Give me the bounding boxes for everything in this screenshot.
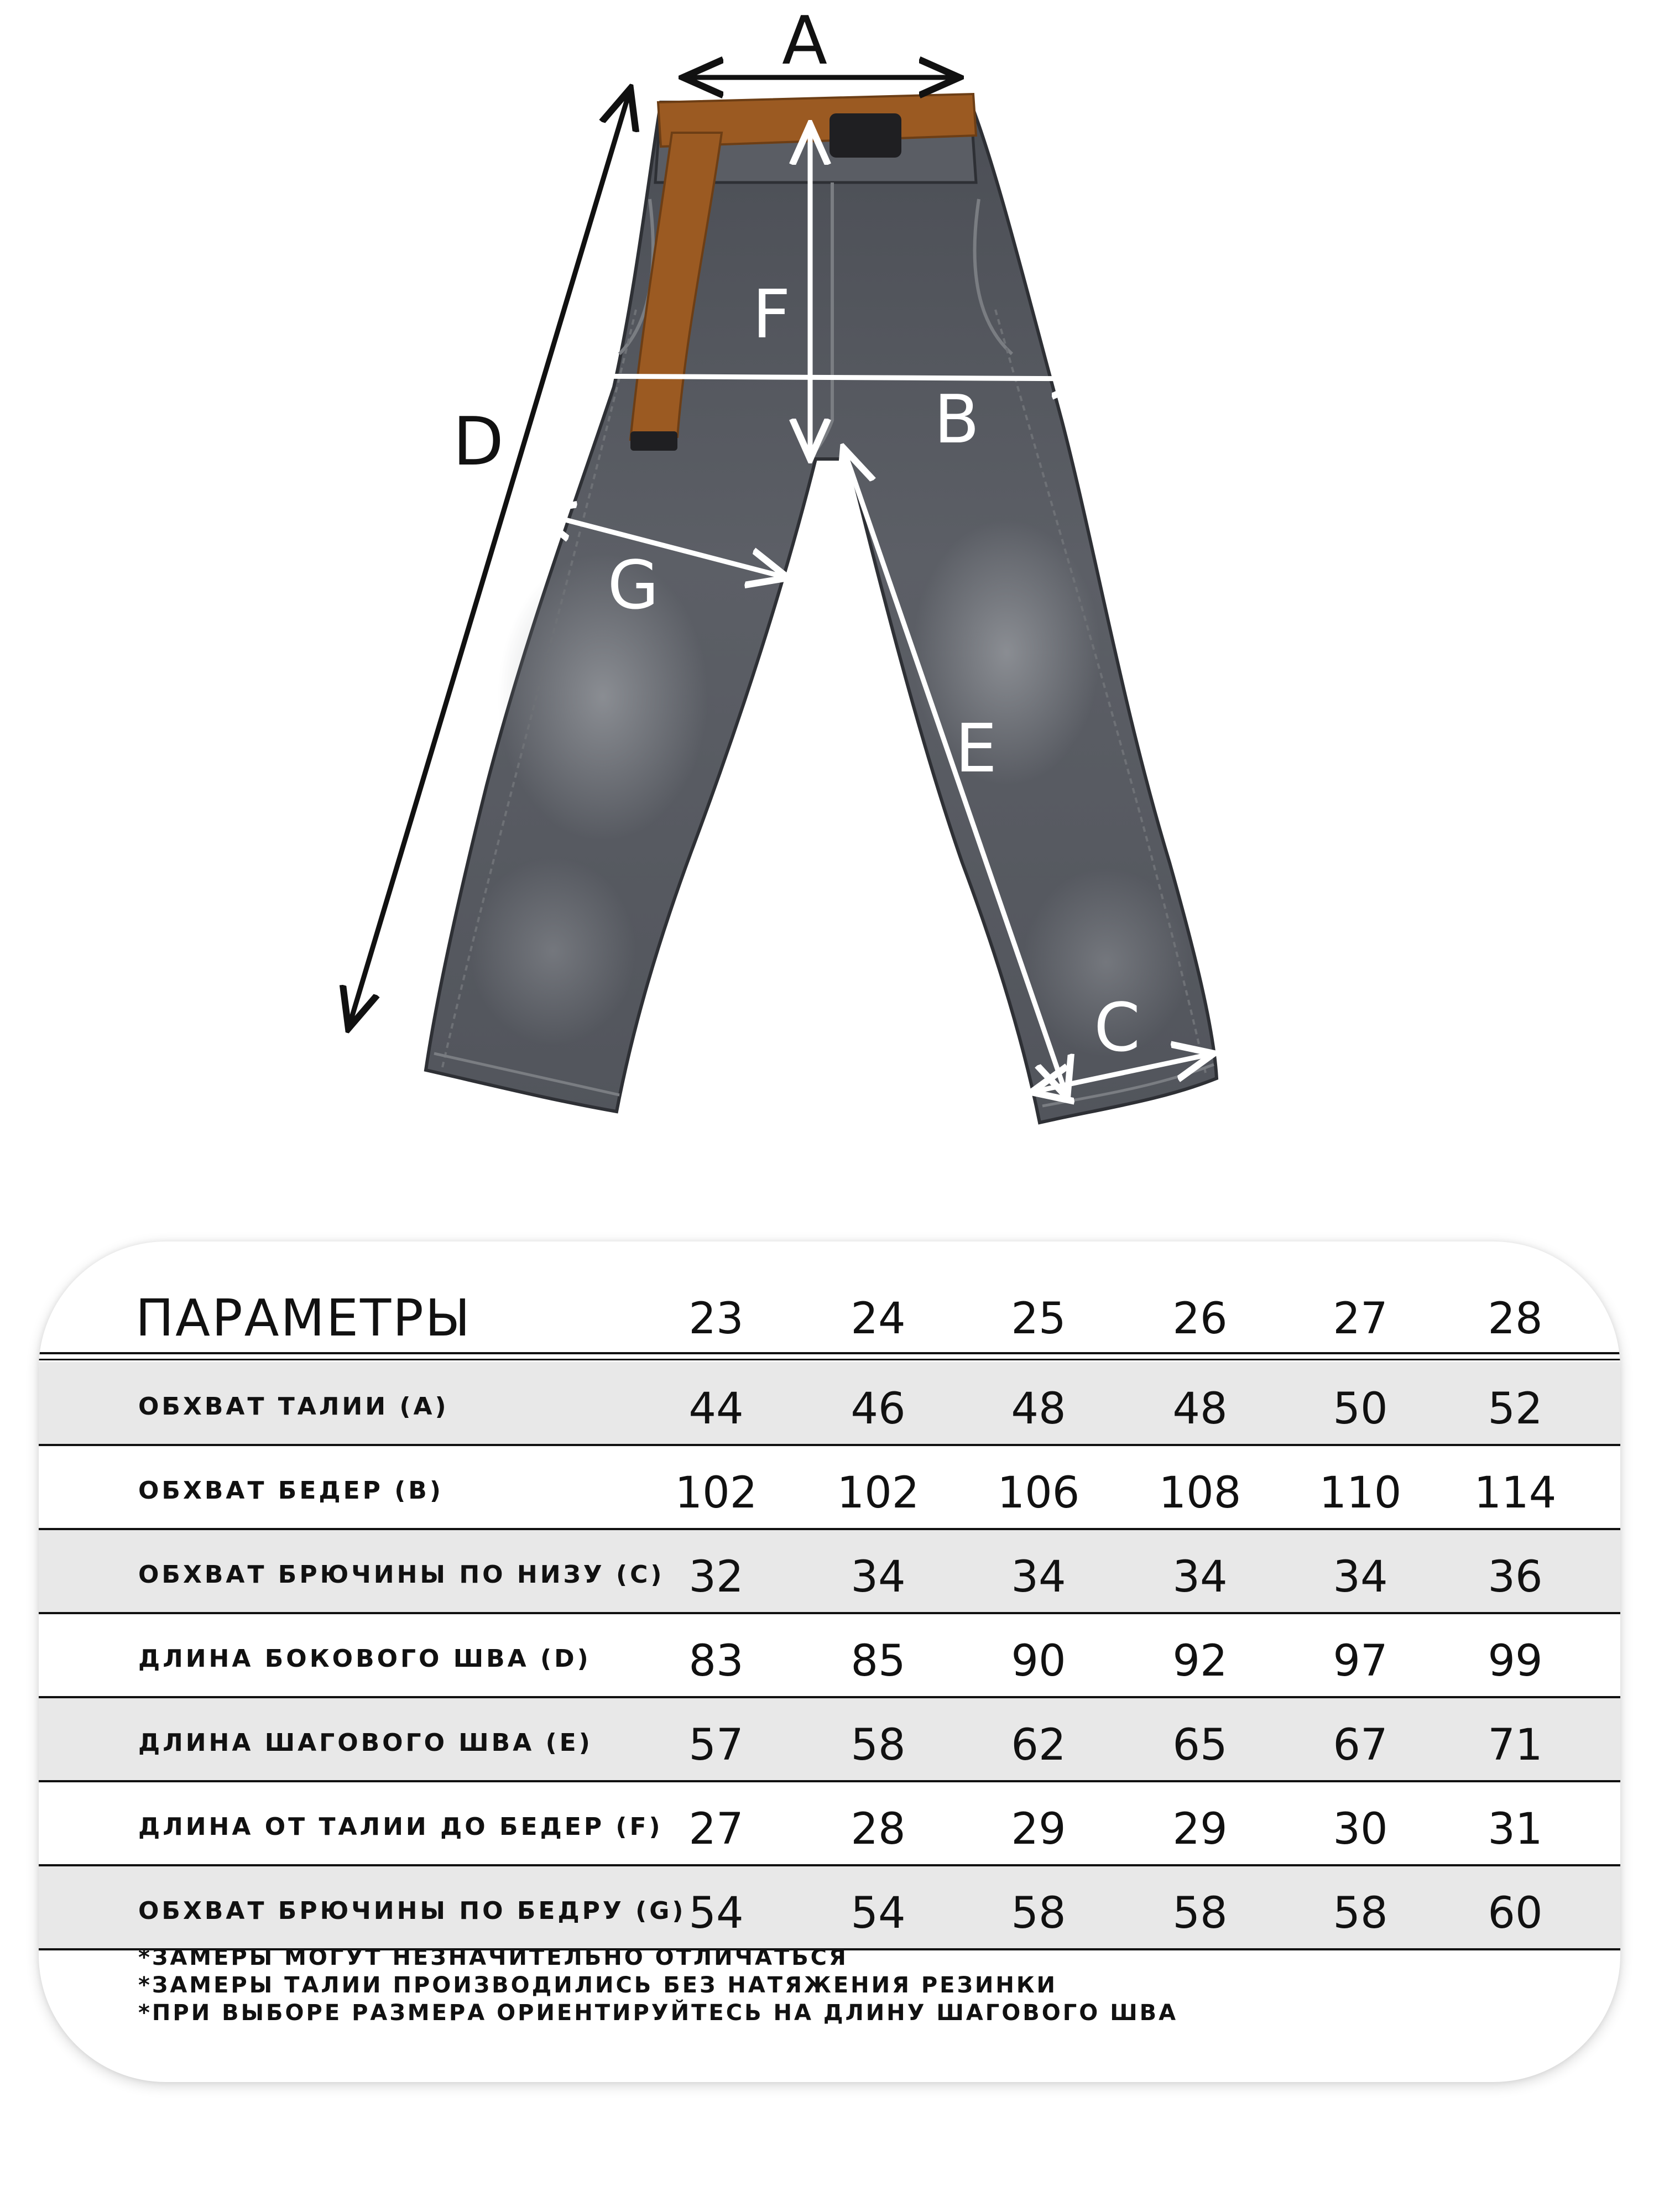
- size-table-card: [39, 1241, 1620, 2082]
- row-label: ОБХВАТ БРЮЧИНЫ ПО НИЗУ (C): [138, 1561, 665, 1589]
- row-label: ДЛИНА ОТ ТАЛИИ ДО БЕДЕР (F): [138, 1813, 663, 1841]
- table-cell: 58: [851, 1720, 906, 1770]
- table-row: [39, 1866, 1620, 1948]
- table-cell: 27: [688, 1804, 744, 1854]
- size-header: 27: [1333, 1294, 1388, 1344]
- label-g: G: [607, 547, 659, 624]
- table-cell: 34: [1011, 1552, 1066, 1602]
- notes: [138, 1944, 1178, 2027]
- table-row: [39, 1446, 1620, 1528]
- table-cell: 44: [688, 1384, 744, 1434]
- table-cell: 106: [997, 1468, 1080, 1518]
- row-label: ДЛИНА БОКОВОГО ШВА (D): [138, 1645, 591, 1673]
- table-cell: 29: [1172, 1804, 1228, 1854]
- table-cell: 32: [688, 1552, 744, 1602]
- table-cell: 50: [1333, 1384, 1388, 1434]
- table-cell: 102: [837, 1468, 920, 1518]
- table-cell: 34: [1172, 1552, 1228, 1602]
- table-cell: 92: [1172, 1636, 1228, 1686]
- row-label: ОБХВАТ ТАЛИИ (A): [138, 1392, 449, 1421]
- table-cell: 54: [851, 1888, 906, 1938]
- table-row: [39, 1362, 1620, 1444]
- table-cell: 97: [1333, 1636, 1388, 1686]
- jeans-image: [426, 94, 1217, 1123]
- table-cell: 30: [1333, 1804, 1388, 1854]
- table-cell: 34: [1333, 1552, 1388, 1602]
- table-cell: 85: [851, 1636, 906, 1686]
- table-cell: 34: [851, 1552, 906, 1602]
- note: *ПРИ ВЫБОРЕ РАЗМЕРА ОРИЕНТИРУЙТЕСЬ НА ДЛИНУ ШАГОВОГО ШВА: [138, 2000, 1178, 2026]
- table-cell: 110: [1319, 1468, 1402, 1518]
- table-row: [39, 1530, 1620, 1612]
- table-cell: 57: [688, 1720, 744, 1770]
- table-cell: 65: [1172, 1720, 1228, 1770]
- table-cell: 90: [1011, 1636, 1066, 1686]
- size-header: 25: [1011, 1294, 1066, 1344]
- size-header: 24: [851, 1294, 906, 1344]
- label-a: A: [781, 3, 828, 80]
- table-cell: 29: [1011, 1804, 1066, 1854]
- table-cell: 46: [851, 1384, 906, 1434]
- table-cell: 83: [688, 1636, 744, 1686]
- table-cell: 62: [1011, 1720, 1066, 1770]
- table-cell: 108: [1159, 1468, 1241, 1518]
- arrow-b: [570, 376, 1092, 379]
- table-cell: 31: [1488, 1804, 1543, 1854]
- size-header: 26: [1172, 1294, 1228, 1344]
- table-cell: 58: [1011, 1888, 1066, 1938]
- table-row: [39, 1698, 1620, 1780]
- table-cell: 58: [1172, 1888, 1228, 1938]
- row-label: ОБХВАТ БЕДЕР (B): [138, 1477, 444, 1505]
- table-row: [39, 1614, 1620, 1696]
- table-cell: 71: [1488, 1720, 1543, 1770]
- label-d: D: [452, 404, 504, 481]
- table-title: ПАРАМЕТРЫ: [135, 1288, 472, 1348]
- label-f: F: [752, 276, 791, 353]
- table-cell: 36: [1488, 1552, 1543, 1602]
- table-cell: 52: [1488, 1384, 1543, 1434]
- note: *ЗАМЕРЫ МОГУТ НЕЗНАЧИТЕЛЬНО ОТЛИЧАТЬСЯ: [138, 1945, 848, 1970]
- table-cell: 67: [1333, 1720, 1388, 1770]
- label-b: B: [933, 382, 980, 458]
- table-cell: 58: [1333, 1888, 1388, 1938]
- header-divider: [39, 1359, 1620, 1360]
- table-cell: 60: [1488, 1888, 1543, 1938]
- size-header: 23: [688, 1294, 744, 1344]
- table-cell: 48: [1011, 1384, 1066, 1434]
- header-divider: [39, 1352, 1620, 1354]
- table-cell: 99: [1488, 1636, 1543, 1686]
- row-label: ДЛИНА ШАГОВОГО ШВА (E): [138, 1729, 593, 1757]
- table-cell: 102: [675, 1468, 758, 1518]
- table-cell: 28: [851, 1804, 906, 1854]
- table-cell: 114: [1474, 1468, 1557, 1518]
- table-header: [39, 1241, 1620, 1352]
- label-e: E: [955, 711, 997, 787]
- row-label: ОБХВАТ БРЮЧИНЫ ПО БЕДРУ (G): [138, 1897, 686, 1925]
- size-header: 28: [1488, 1294, 1543, 1344]
- note: *ЗАМЕРЫ ТАЛИИ ПРОИЗВОДИЛИСЬ БЕЗ НАТЯЖЕНИЯ РЕЗИНКИ: [138, 1973, 1058, 1998]
- table-row: [39, 1782, 1620, 1864]
- table-cell: 48: [1172, 1384, 1228, 1434]
- table-cell: 54: [688, 1888, 744, 1938]
- label-c: C: [1094, 990, 1140, 1067]
